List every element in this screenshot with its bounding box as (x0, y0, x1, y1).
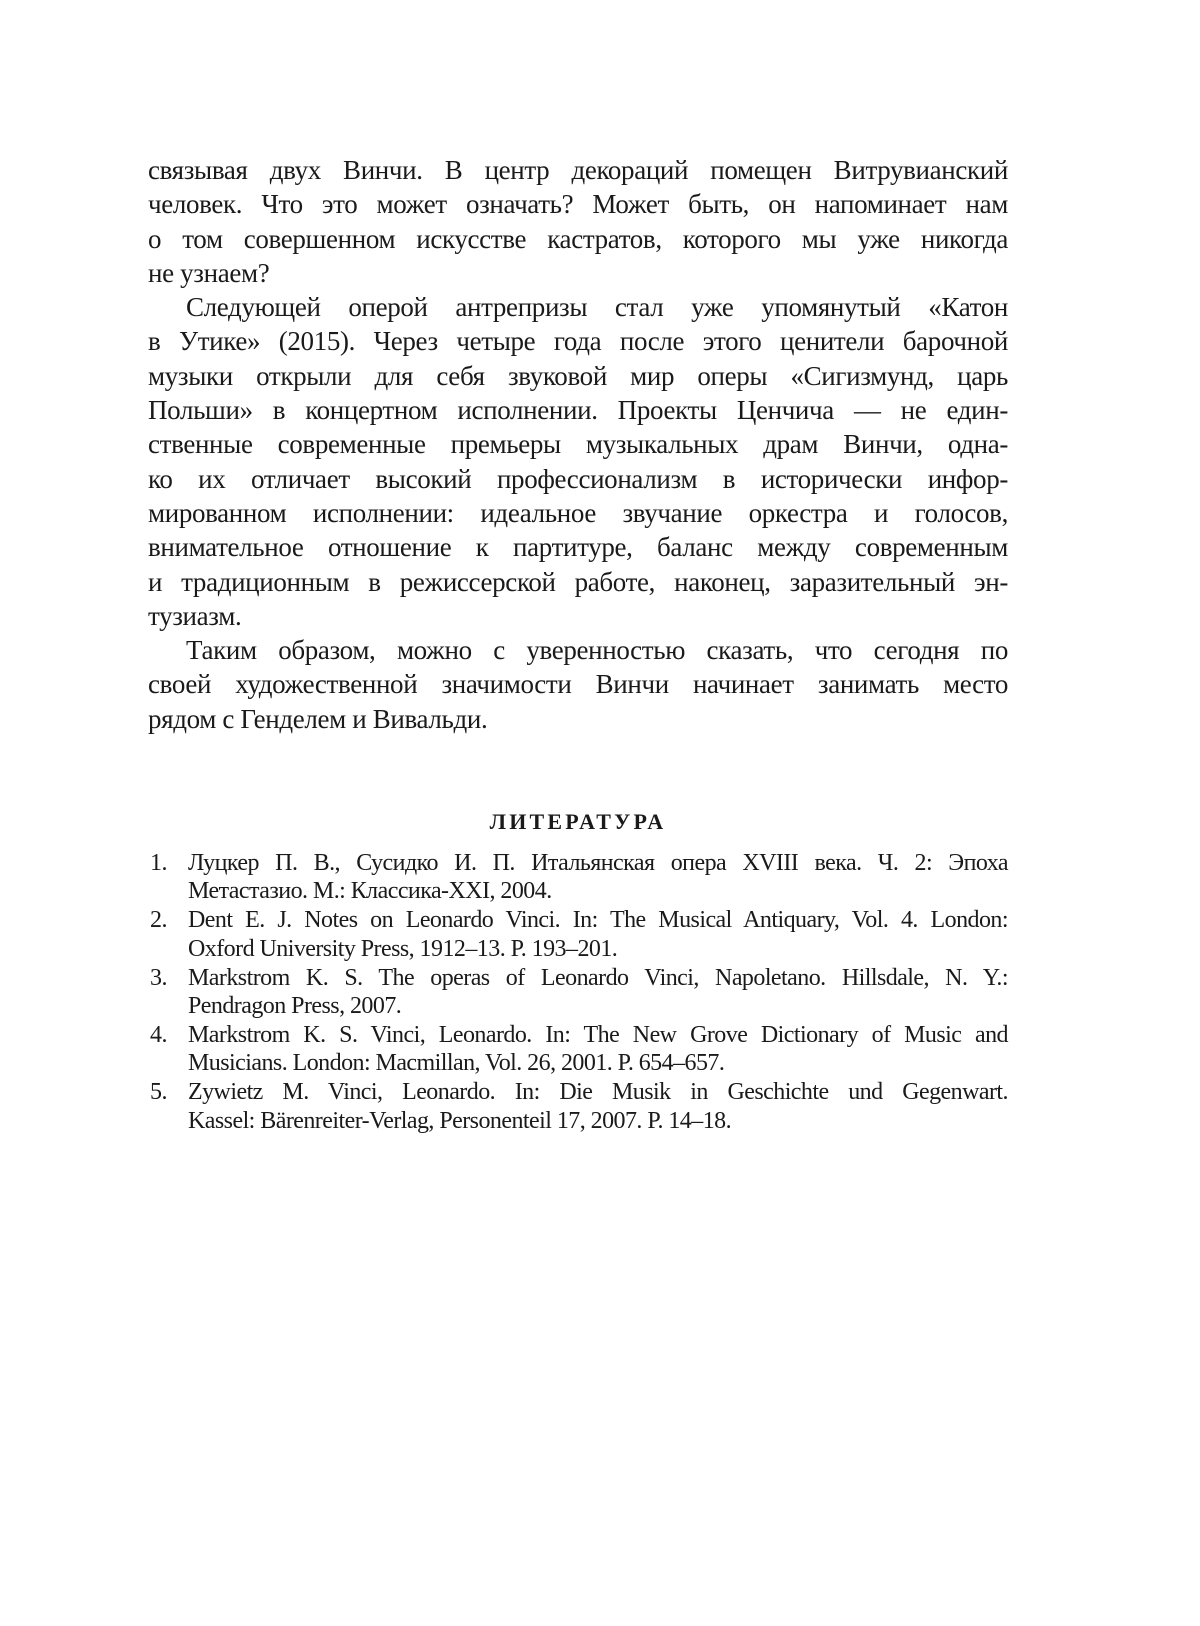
text-line: мированном исполнении: идеальное звучание оркестра и голосов, (148, 497, 1008, 528)
reference-text-line: Метастазио. М.: Классика-XXI, 2004. (188, 878, 552, 905)
text-line: о том совершенном искусстве кастратов, которого мы уже никогда (148, 223, 1008, 254)
text-line: Таким образом, можно с уверенностью сказать, что сегодня по (186, 635, 1008, 666)
text-line: внимательное отношение к партитуре, баланс между современным (148, 532, 1008, 563)
text-line: ко их отличает высокий профессионализм в исторически инфор- (148, 463, 1008, 494)
reference-item (148, 906, 1008, 963)
reference-item (148, 849, 1008, 906)
reference-number: 3. (150, 964, 167, 991)
reference-text-line: Dent E. J. Notes on Leonardo Vinci. In: The Musical Antiquary, Vol. 4. London: (188, 907, 1008, 934)
reference-number: 5. (150, 1079, 167, 1106)
reference-item (148, 964, 1008, 1021)
paragraph-3 (148, 633, 1008, 736)
text-line: человек. Что это может означать? Может быть, он напоминает нам (148, 189, 1008, 220)
text-line: тузиазм. (148, 600, 242, 631)
text-line: связывая двух Винчи. В центр декораций помещен Витрувианский (148, 155, 1008, 185)
reference-number: 4. (150, 1021, 167, 1048)
reference-text-line: Markstrom K. S. The operas of Leonardo Vinci, Napoletano. Hillsdale, N. Y.: (188, 964, 1008, 991)
reference-number: 1. (150, 850, 167, 876)
text-line: Польши» в концертном исполнении. Проекты Ценчича — не един- (148, 395, 1008, 426)
text-line: в Утике» (2015). Через четыре года после этого ценители барочной (148, 326, 1008, 357)
text-line: не узнаем? (148, 257, 270, 288)
references-heading: ЛИТЕРАТУРА (489, 809, 667, 834)
text-line: своей художественной значимости Винчи начинает занимать место (148, 669, 1008, 700)
reference-text-line: Pendragon Press, 2007. (188, 993, 402, 1020)
reference-text-line: Kassel: Bärenreiter-Verlag, Personenteil 17, 2007. P. 14–18. (188, 1107, 732, 1134)
reference-text-line: Луцкер П. В., Сусидко И. П. Итальянская опера XVIII века. Ч. 2: Эпоха (188, 850, 1008, 876)
references-list (148, 849, 1008, 1136)
reference-number: 2. (150, 907, 167, 934)
reference-text-line: Zywietz M. Vinci, Leonardo. In: Die Musik in Geschichte und Gegenwart. (188, 1079, 1008, 1106)
reference-text-line: Musicians. London: Macmillan, Vol. 26, 2001. P. 654–657. (188, 1050, 725, 1077)
document-page (148, 153, 1008, 1134)
reference-text-line: Markstrom K. S. Vinci, Leonardo. In: The New Grove Dictionary of Music and (188, 1021, 1008, 1048)
text-line: ственные современные премьеры музыкальных драм Винчи, одна- (148, 429, 1008, 460)
text-line: музыки открыли для себя звуковой мир оперы «Сигизмунд, царь (148, 360, 1008, 391)
reference-item (148, 1021, 1008, 1078)
body-text (148, 153, 1008, 736)
paragraph-1 (148, 153, 1008, 290)
text-line: Следующей оперой антрепризы стал уже упомянутый «Катон (186, 292, 1008, 323)
reference-text-line: Oxford University Press, 1912–13. P. 193–201. (188, 935, 618, 962)
paragraph-2 (148, 290, 1008, 633)
text-line: и традиционным в режиссерской работе, наконец, заразительный эн- (148, 566, 1008, 597)
text-line: рядом с Генделем и Вивальди. (148, 703, 488, 734)
reference-item (148, 1078, 1008, 1135)
